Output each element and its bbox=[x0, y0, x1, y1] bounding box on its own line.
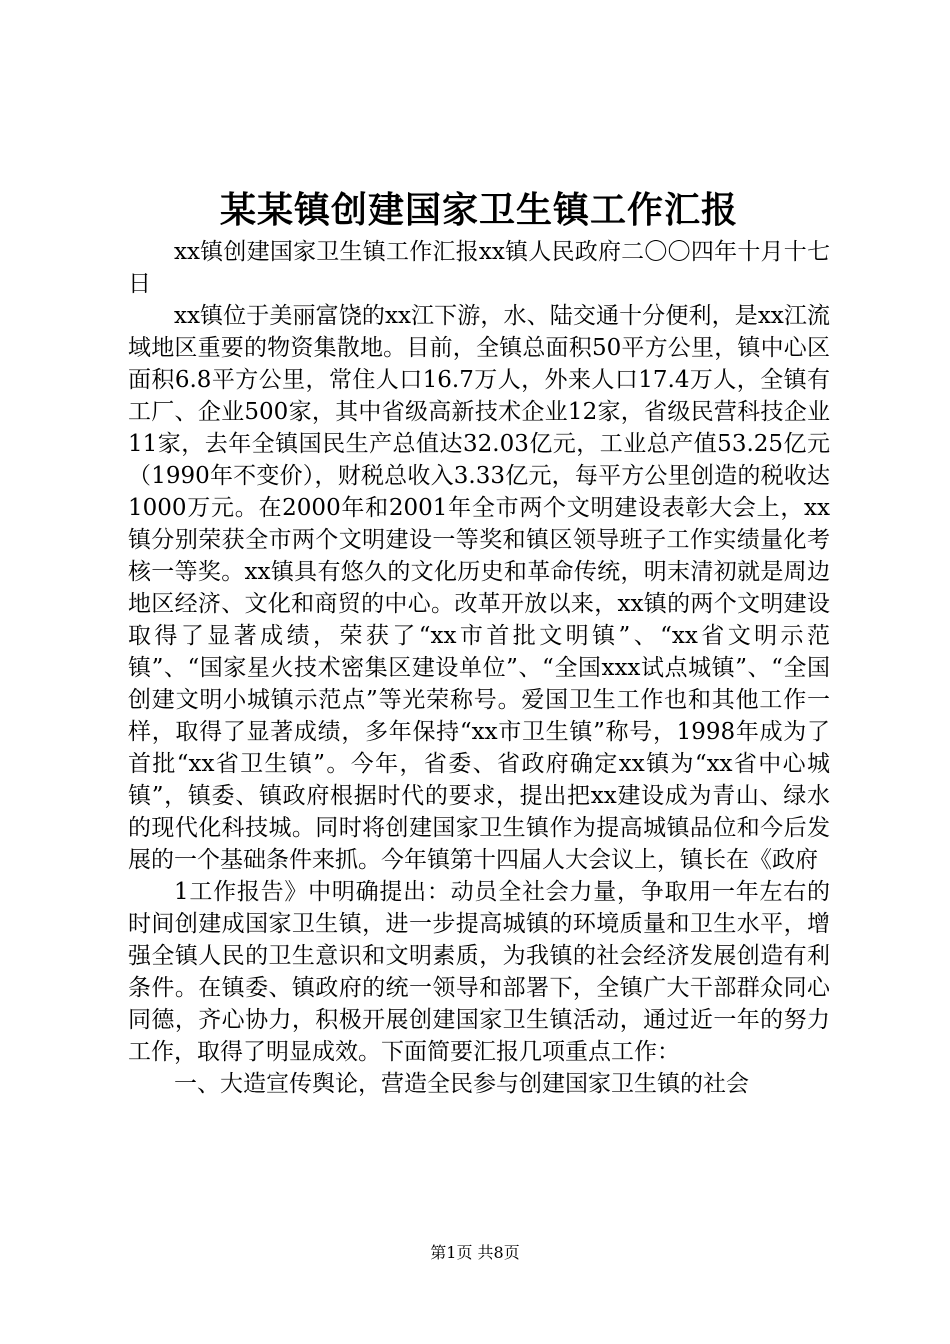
paragraph-section-one: 一、大造宣传舆论，营造全民参与创建国家卫生镇的社会 bbox=[174, 1071, 749, 1097]
page-footer: 第1页 共8页 bbox=[430, 1243, 520, 1262]
paragraph-heading-line: xx镇创建国家卫生镇工作汇报xx镇人民政府二〇〇四年十月十七日 bbox=[128, 239, 830, 297]
paragraph-report: 1工作报告》中明确提出：动员全社会力量，争取用一年左右的时间创建成国家卫生镇，进一步提高城镇的环境质量和卫生水平，增强全镇人民的卫生意识和文明素质，为我镇的社会经济发展创造有利条件。在镇委、镇政府的统一领导和部署下，全镇广大干部群众同心同德，齐心协力，积极开展创建国家卫生镇活动，通过近一年的努力工作，取得了明显成效。下面简要汇报几项重点工作： bbox=[128, 879, 830, 1065]
document-page bbox=[128, 0, 830, 1344]
document-title: 某某镇创建国家卫生镇工作汇报 bbox=[219, 189, 738, 231]
document-body bbox=[128, 236, 830, 1100]
paragraph-overview: xx镇位于美丽富饶的xx江下游，水、陆交通十分便利，是xx江流域地区重要的物资集散地。目前，全镇总面积50平方公里，镇中心区面积6.8平方公里，常住人口16.7万人，外来人口17.4万人，全镇有工厂、企业500家，其中省级高新技术企业12家，省级民营科技企业11家，去年全镇国民生产总值达32.03亿元，工业总产值53.25亿元（1990年不变价），财税总收入3.33亿元，每平方公里创造的税收达1000万元。在2000年和2001年全市两个文明建设表彰大会上，xx镇分别荣获全市两个文明建设一等奖和镇区领导班子工作实绩量化考核一等奖。xx镇具有悠久的文化历史和革命传统，明末清初就是周边地区经济、文化和商贸的中心。改革开放以来，xx镇的两个文明建设取得了显著成绩，荣获了“xx市首批文明镇”、“xx省文明示范镇”、“国家星火技术密集区建设单位”、“全国xxx试点城镇”、“全国创建文明小城镇示范点”等光荣称号。爱国卫生工作也和其他工作一样，取得了显著成绩，多年保持“xx市卫生镇”称号，1998年成为了首批“xx省卫生镇”。今年，省委、省政府确定xx镇为“xx省中心城镇”，镇委、镇政府根据时代的要求，提出把xx建设成为青山、绿水的现代化科技城。同时将创建国家卫生镇作为提高城镇品位和今后发展的一个基础条件来抓。今年镇第十四届人大会议上，镇长在《政府 bbox=[128, 303, 830, 873]
